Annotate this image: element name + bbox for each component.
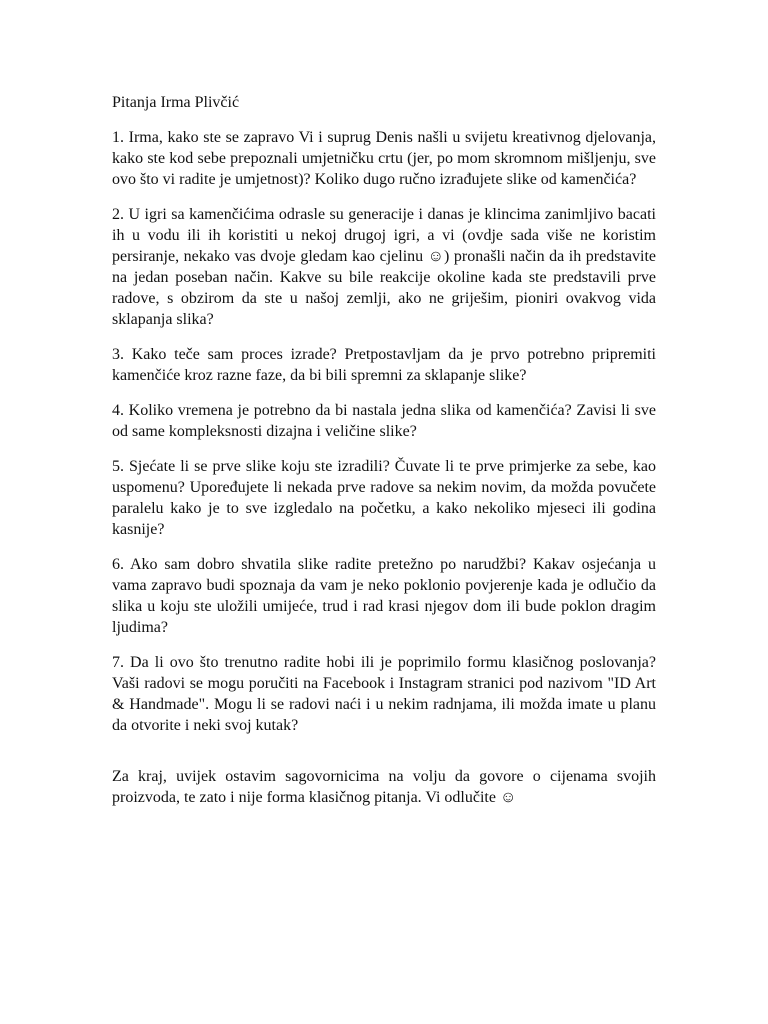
- document-title: Pitanja Irma Plivčić: [112, 94, 240, 111]
- document-page: [112, 92, 656, 822]
- question-5: 5. Sjećate li se prve slike koju ste izradili? Čuvate li te prve primjerke za sebe, kao uspomenu? Upoređujete li nekada prve radove sa nekim novim, da možda povučete paralelu kako je to sve izgledalo na početku, a kako nekoliko mjeseci ili godina kasnije?: [112, 458, 656, 538]
- question-1: 1. Irma, kako ste se zapravo Vi i suprug Denis našli u svijetu kreativnog djelovanja, kako ste kod sebe prepoznali umjetničku crtu (jer, po mom skromnom mišljenju, sve ovo što vi radite je umjetnost)? Koliko dugo ručno izrađujete slike od kamenčića?: [112, 129, 656, 188]
- closing-paragraph: Za kraj, uvijek ostavim sagovornicima na volju da govore o cijenama svojih proizvoda, te zato i nije forma klasičnog pitanja. Vi odlučite ☺: [112, 768, 656, 806]
- question-4: 4. Koliko vremena je potrebno da bi nastala jedna slika od kamenčića? Zavisi li sve od same kompleksnosti dizajna i veličine slike?: [112, 402, 656, 440]
- question-2: 2. U igri sa kamenčićima odrasle su generacije i danas je klincima zanimljivo bacati ih u vodu ili ih koristiti u nekoj drugoj igri, a vi (ovdje sada više ne koristim persiranje, nekako vas dvoje gledam kao cjelinu ☺) pronašli način da ih predstavite na jedan poseban način. Kakve su bile reakcije okoline kada ste predstavili prve radove, s obzirom da ste u našoj zemlji, ako ne griješim, pioniri ovakvog vida sklapanja slika?: [112, 206, 656, 328]
- question-6: 6. Ako sam dobro shvatila slike radite pretežno po narudžbi? Kakav osjećanja u vama zapravo budi spoznaja da vam je neko poklonio povjerenje kada je odlučio da slika u koju ste uložili umijeće, trud i rad krasi njegov dom ili bude poklon dragim ljudima?: [112, 556, 656, 636]
- question-7: 7. Da li ovo što trenutno radite hobi ili je poprimilo formu klasičnog poslovanja? Vaši radovi se mogu poručiti na Facebook i Instagram stranici pod nazivom "ID Art & Handmade". Mogu li se radovi naći i u nekim radnjama, ili možda imate u planu da otvorite i neki svoj kutak?: [112, 654, 656, 734]
- question-3: 3. Kako teče sam proces izrade? Pretpostavljam da je prvo potrebno pripremiti kamenčiće kroz razne faze, da bi bili spremni za sklapanje slike?: [112, 346, 656, 384]
